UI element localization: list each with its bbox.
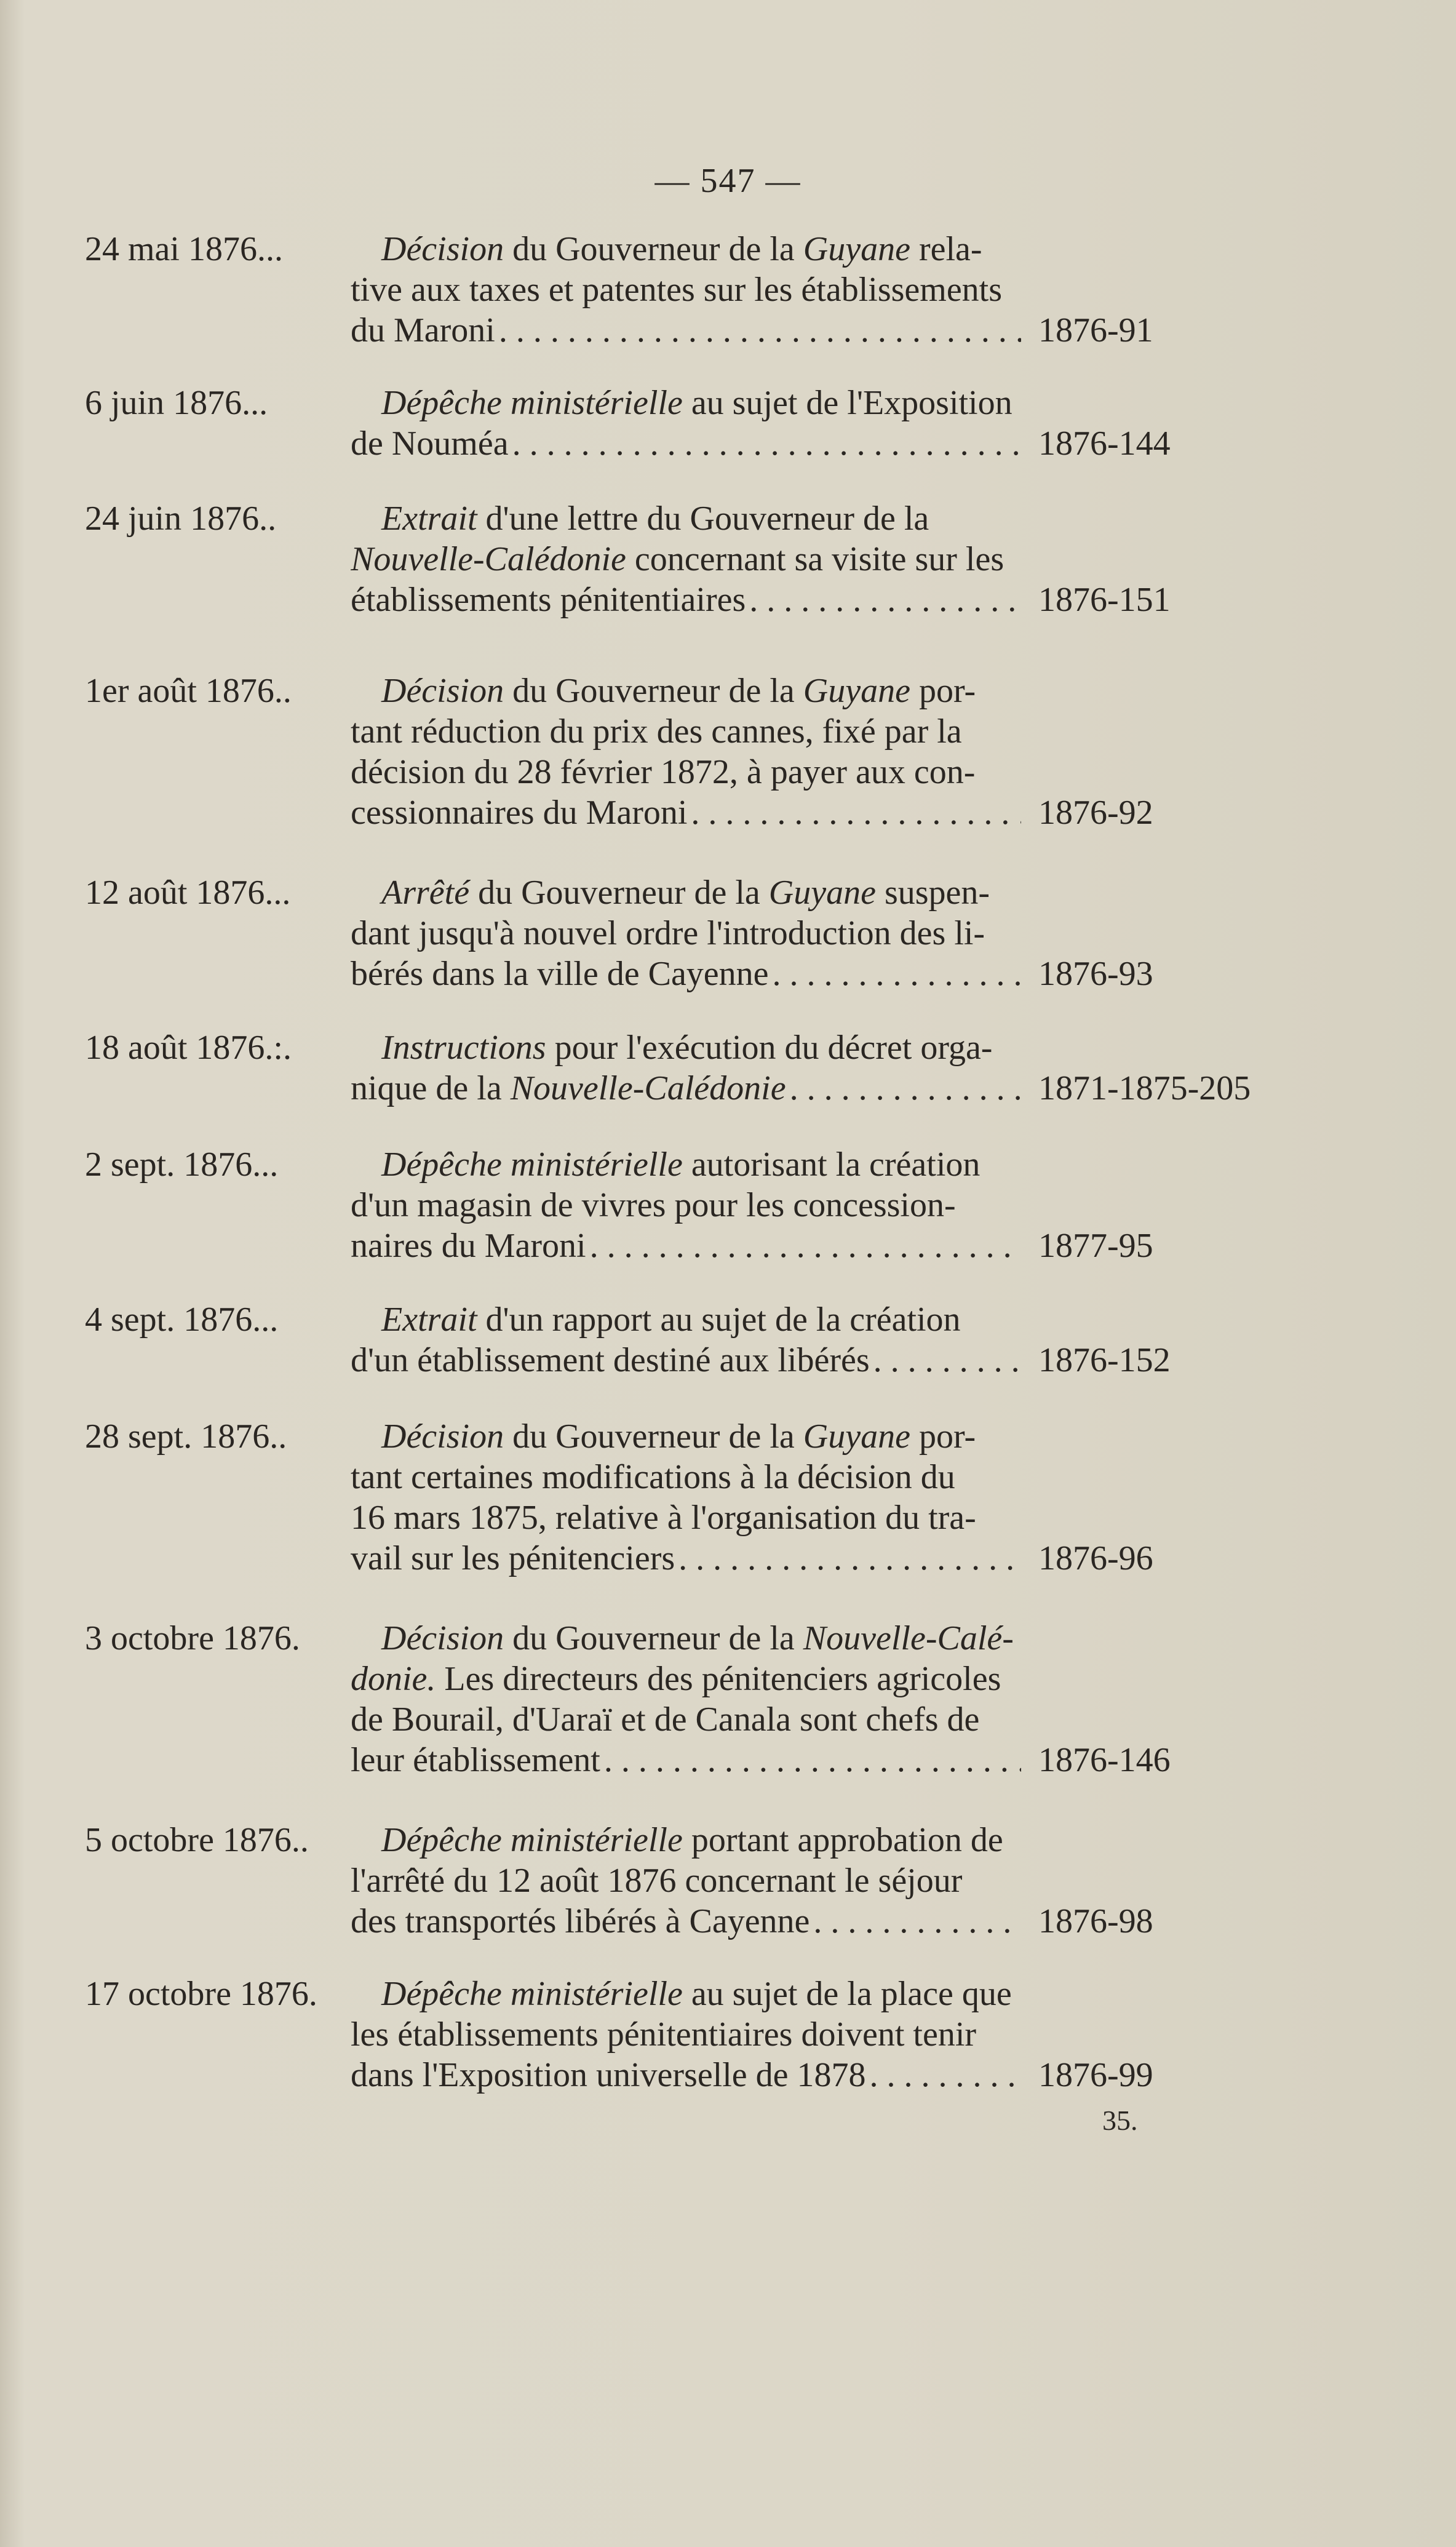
entry-date: 18 août 1876.:. (85, 1029, 292, 1067)
entry-date: 12 août 1876... (85, 874, 291, 912)
entry-text-line: autorisant la création (691, 1146, 981, 1184)
dot-leader (604, 1740, 1021, 1780)
entry-text-last: leur établissement (351, 1741, 600, 1779)
dot-leader (873, 1340, 1021, 1381)
dot-leader (813, 1901, 1021, 1942)
entry-description (351, 1027, 1021, 1109)
entry-doc-type: Dépêche ministérielle (381, 1975, 683, 2013)
entry-doc-type: Arrêté (381, 874, 470, 912)
entry-reference: 1876-99 (1038, 2056, 1153, 2094)
entry-reference: 1876-96 (1038, 1539, 1153, 1577)
entry-text-line: pour l'exécution du décret orga- (554, 1029, 993, 1067)
entry-text-last: des transportés libérés à Cayenne (351, 1902, 810, 1940)
entry-date: 6 juin 1876... (85, 384, 268, 422)
entry-reference: 1876-92 (1038, 794, 1153, 832)
entry-text-line: de Bourail, d'Uaraï et de Canala sont chefs de (351, 1700, 980, 1739)
entry-description (351, 1416, 1021, 1579)
entry-reference: 1877-95 (1038, 1227, 1153, 1265)
entry-reference: 1876-93 (1038, 955, 1153, 993)
entry-date: 28 sept. 1876.. (85, 1417, 287, 1456)
dot-leader (790, 1068, 1021, 1109)
entry-doc-type: Extrait (381, 500, 477, 538)
entry-doc-type: Décision (381, 230, 504, 268)
entry-text-line: donie. Les directeurs des pénitenciers agricoles (351, 1660, 1001, 1698)
entry-text-line: les établissements pénitentiaires doivent tenir (351, 2015, 977, 2054)
entry-text-line: d'un magasin de vivres pour les concession- (351, 1186, 956, 1224)
entry-reference: 1871-1875-205 (1038, 1069, 1251, 1107)
entry-text-line: du Gouverneur de la Guyane por- (512, 1417, 976, 1456)
dot-leader (870, 2055, 1021, 2095)
entry-doc-type: Décision (381, 1417, 504, 1456)
entry-text-line: tant réduction du prix des cannes, fixé par la (351, 712, 962, 751)
entry-text-last: cessionnaires du Maroni (351, 794, 688, 832)
entry-doc-type: Dépêche ministérielle (381, 1146, 683, 1184)
entry-date: 2 sept. 1876... (85, 1146, 279, 1184)
entry-date: 5 octobre 1876.. (85, 1821, 309, 1859)
dot-leader (773, 954, 1021, 994)
entry-text-last: naires du Maroni (351, 1227, 586, 1265)
entry-text-last: dans l'Exposition universelle de 1878 (351, 2056, 866, 2094)
entry-text-line: tive aux taxes et patentes sur les établissements (351, 271, 1003, 309)
entry-text-last: d'un établissement destiné aux libérés (351, 1341, 870, 1379)
entry-reference: 1876-146 (1038, 1741, 1171, 1779)
entry-description (351, 671, 1021, 833)
entry-reference: 1876-152 (1038, 1341, 1171, 1379)
entry-text-line: décision du 28 février 1872, à payer aux con- (351, 753, 976, 791)
entry-description (351, 229, 1021, 351)
dot-leader (678, 1538, 1021, 1579)
entry-text-line: dant jusqu'à nouvel ordre l'introduction des li- (351, 914, 985, 952)
dot-leader (512, 423, 1021, 464)
entry-date: 1er août 1876.. (85, 672, 292, 710)
entry-text-line: au sujet de l'Exposition (691, 384, 1012, 422)
entry-reference: 1876-144 (1038, 424, 1171, 463)
entry-text-line: l'arrêté du 12 août 1876 concernant le séjour (351, 1862, 963, 1900)
entry-description (351, 1820, 1021, 1942)
dot-leader (590, 1226, 1021, 1266)
entry-text-last: nique de la Nouvelle-Calédonie (351, 1069, 786, 1107)
entry-date: 24 juin 1876.. (85, 500, 277, 538)
dot-leader (749, 580, 1021, 620)
entry-description (351, 1618, 1021, 1780)
entry-description (351, 383, 1021, 464)
entry-text-last: établissements pénitentiaires (351, 581, 746, 619)
entry-doc-type: Instructions (381, 1029, 546, 1067)
entry-text-line: portant approbation de (691, 1821, 1003, 1859)
entry-text-line: d'une lettre du Gouverneur de la (485, 500, 929, 538)
entry-reference: 1876-98 (1038, 1902, 1153, 1940)
entry-doc-type: Dépêche ministérielle (381, 384, 683, 422)
entry-date: 17 octobre 1876. (85, 1975, 317, 2013)
entry-text-last: vail sur les pénitenciers (351, 1539, 675, 1577)
entry-text-line: Nouvelle-Calédonie concernant sa visite sur les (351, 540, 1004, 578)
entry-text-line: du Gouverneur de la Nouvelle-Calé- (512, 1619, 1014, 1657)
entry-text-line: du Gouverneur de la Guyane suspen- (478, 874, 990, 912)
entry-text-line: d'un rapport au sujet de la création (485, 1301, 961, 1339)
entry-date: 24 mai 1876... (85, 230, 283, 268)
entry-text-line: tant certaines modifications à la décision du (351, 1458, 955, 1496)
entry-text-last: bérés dans la ville de Cayenne (351, 955, 769, 993)
entry-doc-type: Dépêche ministérielle (381, 1821, 683, 1859)
entry-reference: 1876-91 (1038, 311, 1153, 349)
entry-doc-type: Décision (381, 1619, 504, 1657)
entry-date: 3 octobre 1876. (85, 1619, 300, 1657)
entry-text-last: de Nouméa (351, 424, 509, 463)
entry-reference: 1876-151 (1038, 581, 1171, 619)
entry-description (351, 872, 1021, 994)
entry-text-line: au sujet de la place que (691, 1975, 1012, 2013)
dot-leader (499, 310, 1021, 351)
dot-leader (691, 792, 1021, 833)
entry-description (351, 498, 1021, 620)
signature-mark: 35. (1102, 2105, 1138, 2136)
entry-text-last: du Maroni (351, 311, 495, 349)
page-number: — 547 — (654, 162, 802, 200)
entry-description (351, 1144, 1021, 1266)
entry-description (351, 1299, 1021, 1381)
entry-doc-type: Extrait (381, 1301, 477, 1339)
entry-text-line: du Gouverneur de la Guyane por- (512, 672, 976, 710)
entry-text-line: du Gouverneur de la Guyane rela- (512, 230, 982, 268)
entry-date: 4 sept. 1876... (85, 1301, 279, 1339)
entry-text-line: 16 mars 1875, relative à l'organisation du tra- (351, 1499, 976, 1537)
entry-description (351, 1974, 1021, 2095)
entry-doc-type: Décision (381, 672, 504, 710)
